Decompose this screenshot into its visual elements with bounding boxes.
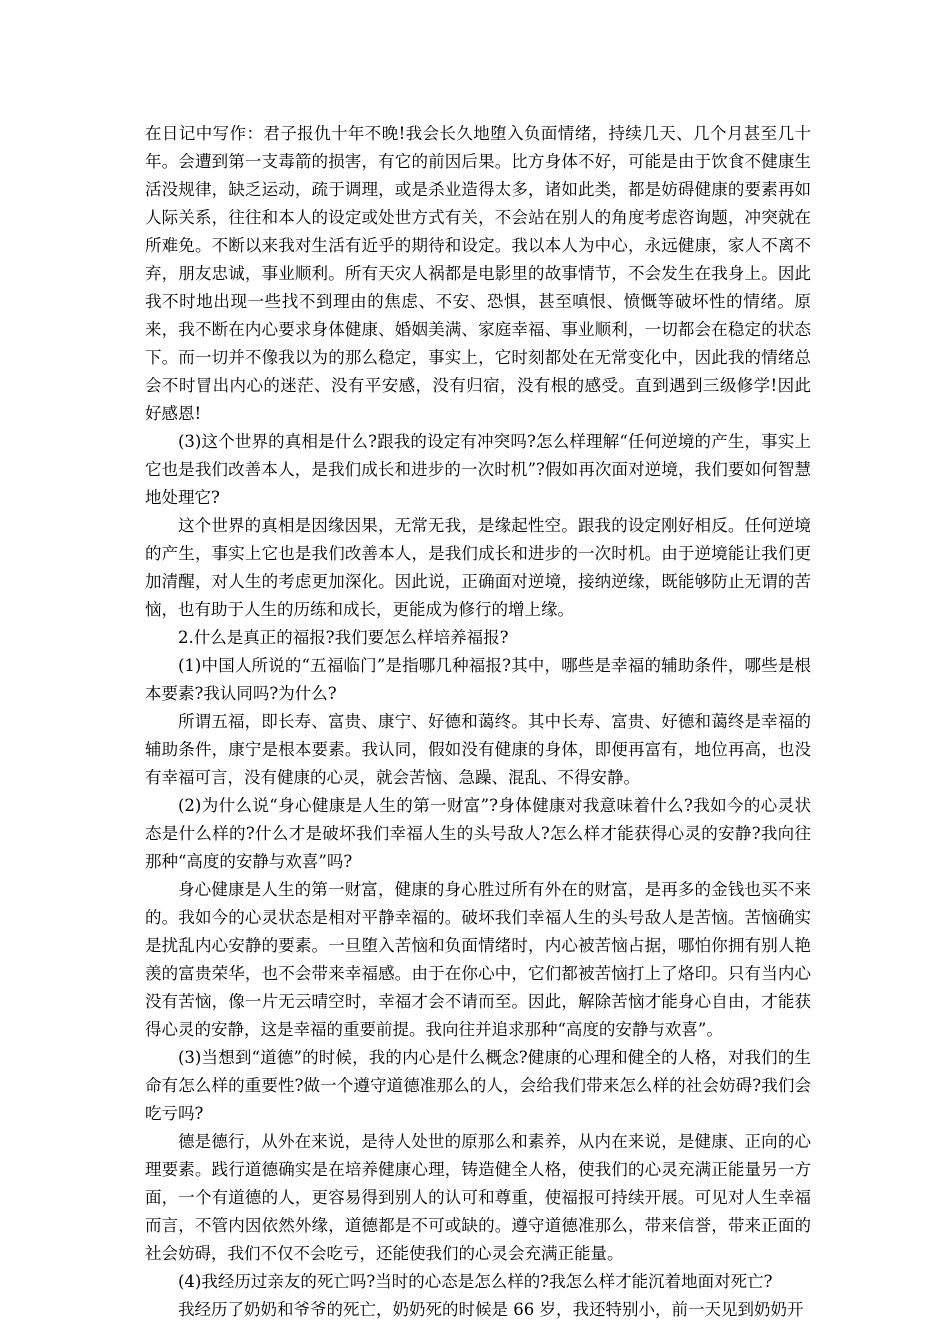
question-4-death: (4)我经历过亲友的死亡吗?当时的心态是怎么样的?我怎么样才能沉着地面对死亡?: [178, 1272, 773, 1291]
question-3-world-truth: (3)这个世界的真相是什么?跟我的设定有冲突吗?怎么样理解“任何逆境的产生，事实上它也是我们改善本人，是我们成长和进步的一次时机”?假如再次面对逆境，我们要如何智慧地处理它?: [145, 432, 811, 507]
answer-4-death: 我经历了奶奶和爷爷的死亡，奶奶死的时候是 66 岁，我还特别小，前一天见到奶奶开: [178, 1300, 804, 1319]
paragraph-diary-negative-emotions: 在日记中写作：君子报仇十年不晚!我会长久地堕入负面情绪，持续几天、几个月甚至几十年。会遭到第一支毒箭的损害，有它的前因后果。比方身体不好，可能是由于饮食不健康生活没规律，缺乏运动，疏于调理，或是杀业造得太多，诸如此类，都是妨碍健康的要素再如人际关系，往往和本人的设定或处世方式有关，不会站在别人的角度考虑咨询题，冲突就在所难免。不断以来我对生活有近乎的期待和设定。我以本人为中心，永远健康，家人不离不弃，朋友忠诚，事业顺利。所有天灾人祸都是电影里的故事情节，不会发生在我身上。因此我不时地出现一些找不到理由的焦虑、不安、恐惧，甚至嗔恨、愤慨等破坏性的情绪。原来，我不断在内心要求身体健康、婚姻美满、家庭幸福、事业顺利，一切都会在稳定的状态下。而一切并不像我以为的那么稳定，事实上，它时刻都处在无常变化中，因此我的情绪总会不时冒出内心的迷茫、没有平安感，没有归宿，没有根的感受。直到遇到三级修学!因此好感恩!: [145, 124, 811, 423]
question-1-five-blessings: (1)中国人所说的“五福临门”是指哪几种福报?其中，哪些是幸福的辅助条件，哪些是根本要素?我认同吗?为什么?: [145, 656, 811, 703]
answer-2-health-wealth: 身心健康是人生的第一财富，健康的身心胜过所有外在的财富，是再多的金钱也买不来的。我如今的心灵状态是相对平静幸福的。破坏我们幸福人生的头号敌人是苦恼。苦恼确实是扰乱内心安静的要素。一旦堕入苦恼和负面情绪时，内心被苦恼占据，哪怕你拥有别人艳羡的富贵荣华，也不会带来幸福感。由于在你心中，它们都被苦恼打上了烙印。只有当内心没有苦恼，像一片无云晴空时，幸福才会不请而至。因此，解除苦恼才能身心自由，才能获得心灵的安静，这是幸福的重要前提。我向往并追求那种“高度的安静与欢喜”。: [145, 880, 811, 1039]
document-page: [145, 120, 811, 1324]
answer-3-morality: 德是德行，从外在来说，是待人处世的原那么和素养，从内在来说，是健康、正向的心理要素。践行道德确实是在培养健康心理，铸造健全人格，使我们的心灵充满正能量另一方面，一个有道德的人，更容易得到别人的认可和尊重，使福报可持续开展。可见对人生幸福而言，不管内因依然外缘，道德都是不可或缺的。遵守道德准那么，带来信誉，带来正面的社会妨碍，我们不仅不会吃亏，还能使我们的心灵会充满正能量。: [145, 1132, 811, 1263]
answer-1-five-blessings: 所谓五福，即长寿、富贵、康宁、好德和蔼终。其中长寿、富贵、好德和蔼终是幸福的辅助条件，康宁是根本要素。我认同，假如没有健康的身体，即便再富有，地位再高，也没有幸福可言，没有健康的心灵，就会苦恼、急躁、混乱、不得安静。: [145, 712, 811, 787]
question-3-morality: (3)当想到“道德”的时候，我的内心是什么概念?健康的心理和健全的人格，对我们的生命有怎么样的重要性?做一个遵守道德准那么的人，会给我们带来怎么样的社会妨碍?我们会吃亏吗?: [145, 1048, 811, 1123]
section-2-heading: 2.什么是真正的福报?我们要怎么样培养福报?: [178, 628, 509, 647]
question-2-health-wealth: (2)为什么说“身心健康是人生的第一财富”?身体健康对我意味着什么?我如今的心灵状态是什么样的?什么才是破坏我们幸福人生的头号敌人?怎么样才能获得心灵的安静?我向往那种“高度的安静与欢喜”吗?: [145, 796, 811, 871]
answer-3-world-truth: 这个世界的真相是因缘因果，无常无我，是缘起性空。跟我的设定刚好相反。任何逆境的产生，事实上它也是我们改善本人，是我们成长和进步的一次时机。由于逆境能让我们更加清醒，对人生的考虑更加深化。因此说，正确面对逆境，接纳逆缘，既能够防止无谓的苦恼，也有助于人生的历练和成长，更能成为修行的增上缘。: [145, 516, 811, 619]
